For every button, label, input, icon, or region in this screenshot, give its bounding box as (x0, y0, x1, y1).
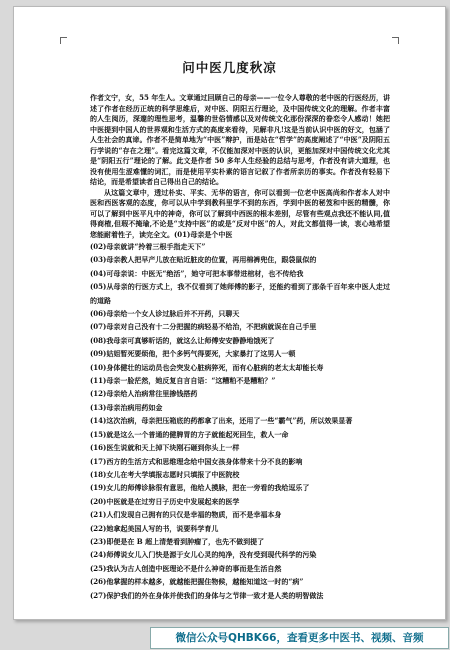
document-title: 问中医几度秋凉 (182, 60, 277, 75)
section-list-item: (03)母亲教人把早产儿放在贴近脏皮的位置，再用棉裤兜住，跟袋鼠似的 (90, 255, 317, 265)
crop-mark-top-left (60, 37, 67, 44)
document-body (90, 93, 390, 602)
section-list-item: (13)母亲治病用药如金 (90, 402, 163, 412)
section-list-item: (14)这次治病，母亲把压箱底的药都拿了出来，还用了一些“霸气”药，所以效果显著 (90, 416, 353, 426)
section-list-item: (19)女儿的师傅诊脉很有意思，他给人摸脉，把在一旁看的我给逗乐了 (90, 483, 310, 493)
section-list-item: (10)身体健壮的运动员也会突发心脏病猝死，而有心脏病的老太太却能长寿 (90, 362, 324, 372)
section-list-item: (27)保护我们的外在身体并使我们的身体与之节律一致才是人类的明智做法 (90, 590, 324, 600)
section-list-item: (21)人们发现自己拥有的只仅是幸福的物质，而不是幸福本身 (90, 510, 282, 520)
section-list-item: (05)从母亲的行医方式上，我不仅看到了她师傅的影子，还能约看到了那条千百年来中医人走过的道路 (90, 282, 390, 305)
section-list-item: (23)即便是在 B 超上清楚看到肿瘤了，也先不做到提了 (90, 536, 265, 546)
intro-paragraph: 作者文宁，女，55 年生人。文章通过回顾自己的母亲——一位令人尊敬的老中医的行医经历，讲述了作者在经历正统的科学思维后，对中医、阴阳五行理论，及中国传统文化的理解。作者丰富的人生阅历，深邃的理性思考，温馨的世俗情感以及对传统文化那份深深的眷恋令人感动！她把中医提到中国人的世界观和生活方式的高度来看待，见解非凡!这是当前认识中医的好文，包涵了人生社会的真谛。作者不是简单地为“中医”辩护，而是站在“哲学”的高度阐述了“中医”及阴阳五行学说的“存在之理”。看完这篇文章，不仅能加深对中医的认识，更能加深对中国传统文化尤其是“阴阳五行”理论的了解。此文是作者 50 多年人生经验的总结与思考，作者没有讲大道理，也没有使用生涩难懂的词汇，而是使用平实朴素的语言记叙了作者所亲历的事实。作者没有轻易下结论，而是希望读者自己得出自己的结论。 (90, 93, 390, 186)
wechat-banner: 微信公众号QHBK66，查看更多中医书、视频、音频 (150, 627, 449, 649)
section-list-item: (16)医生说就和天上掉下块刚石砸到你头上一样 (90, 443, 240, 453)
section-list-item: (26)他掌握的样本越多，就越能把握住物候，越能知道这一时的“病” (90, 577, 304, 587)
section-list-item: (07)母亲对自己没有十二分把握的病轻易不给治，不把病就误在自己手里 (90, 322, 317, 332)
intro-paragraph-2: 从这篇文章中，透过朴实、平实、无华的语言，你可以看到一位老中医高尚和作者本人对中医和西医客观的态度，你可以从中学到教科里学不到的东西，学到中医的秘笈和中医的精髓，你可以了解到中医平凡中的神奇，你可以了解到中西医的根本差别，尽管有些观点我还不能认同,值得商榷,但瑕不掩瑜,不论是“支持中医”的或是“反对中医”的人，对此文都值得一读，衷心地希望您能耐着性子，读完全文。(01)母亲是个中医 (90, 187, 390, 239)
document-page (13, 6, 446, 620)
section-list-item: (20)中医就是在过穷日子历史中发展起来的医学 (90, 496, 240, 506)
section-list-item: (24)师傅说女儿入门快是源于女儿心灵的纯净，没有受到现代科学的污染 (90, 550, 317, 560)
section-list-item: (17)西方的生活方式和思维理念给中国女孩身体带来十分不良的影响 (90, 456, 303, 466)
section-list-item: (09)姑姐暂死要烦他，把个多钙气得要死，大家暴打了这男人一顿 (90, 349, 296, 359)
section-list-item: (08)我母亲可真够昕话的，就这么让师傅安安静静地饿死了 (90, 335, 275, 345)
section-list-item: (06)母亲给一个女人诊过脉后并不开药，只聊天 (90, 309, 240, 319)
section-list-item: (04)可母亲说：中医无“绝活”，她守可把本事带进棺材，也不传给我 (90, 268, 304, 278)
section-list-item: (15)就是这么一个普通的健脾胃的方子就能起死回生，救人一命 (90, 429, 289, 439)
section-list-item: (12)母亲给人治病常往里掺钱搭药 (90, 389, 198, 399)
section-list-item: (18)女儿在考大学填报志愿时只填报了中医院校 (90, 469, 240, 479)
section-list (90, 240, 390, 602)
section-list-item: (25)我认为古人创造中医理论不是什么神奇的事而是生活自然 (90, 563, 282, 573)
crop-mark-top-right (392, 37, 399, 44)
section-list-item: (11)母亲一脸茫然，她反复自言自语：“这糟粕不是糟粕？” (90, 376, 276, 386)
section-list-item: (02)母亲就讲“拎着三根手指走天下” (90, 242, 206, 251)
section-list-item: (22)她拿起美国人写的书，说要科学育儿 (90, 523, 219, 533)
